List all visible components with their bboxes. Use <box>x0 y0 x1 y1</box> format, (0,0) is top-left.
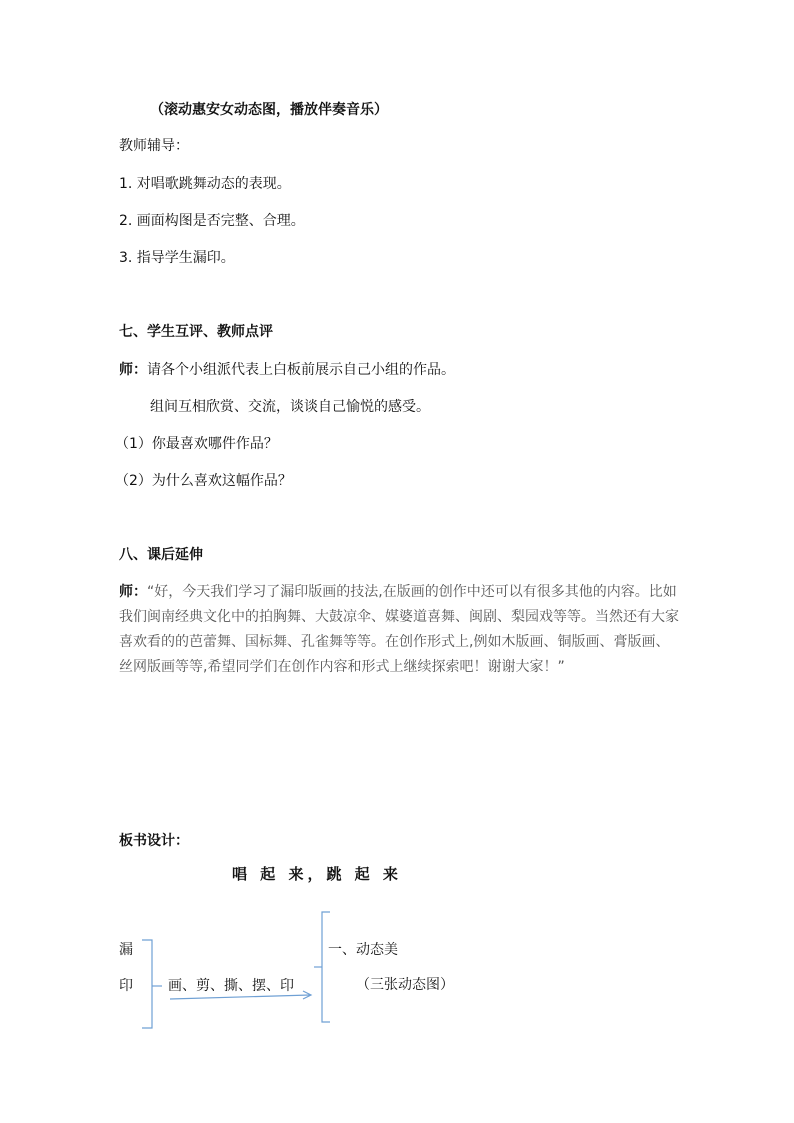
tutoring-item-2: 2. 画面构图是否完整、合理。 <box>119 213 305 229</box>
teacher-text: 请各个小组派代表上白板前展示自己小组的作品。 <box>147 362 455 378</box>
section-8-paragraph <box>119 580 679 680</box>
teacher-prefix: 师： <box>119 362 147 378</box>
board-title: 唱 起 来，跳 起 来 <box>232 865 402 883</box>
section-7-sub-text: 组间互相欣赏、交流，谈谈自己愉悦的感受。 <box>150 399 430 415</box>
tutoring-item-1: 1. 对唱歌跳舞动态的表现。 <box>119 176 291 192</box>
tutoring-item-3: 3. 指导学生漏印。 <box>119 250 235 266</box>
question-1: （1）你最喜欢哪件作品？ <box>115 436 278 452</box>
left-bracket <box>142 940 152 1028</box>
board-label: 板书设计： <box>119 833 189 849</box>
activity-note: （滚动惠安女动态图，播放伴奏音乐） <box>150 102 388 118</box>
board-right-heading: 一、动态美 <box>328 942 398 958</box>
right-bracket <box>322 912 330 1022</box>
section-7-teacher-line <box>119 360 455 380</box>
board-left-char-1: 漏 <box>119 942 133 958</box>
section-7-heading: 七、学生互评、教师点评 <box>119 324 273 340</box>
board-left-char-2: 印 <box>119 978 133 994</box>
board-process: 画、剪、撕、摆、印 <box>168 978 294 994</box>
section-8-quote: “好，今天我们学习了漏印版画的技法,在版画的创作中还可以有很多其他的内容。比如我们闽南经典文化中的拍胸舞、大鼓凉伞、媒婆道喜舞、闽剧、梨园戏等等。当然还有大家喜欢看的的芭蕾舞、国标舞、孔雀舞等等。在创作形式上,例如木版画、铜版画、膏版画、丝网版画等等,希望同学们在创作内容和形式上继续探索吧！谢谢大家！” <box>119 584 679 675</box>
section-8-heading: 八、课后延伸 <box>119 547 203 563</box>
tutoring-label: 教师辅导： <box>119 138 189 154</box>
board-right-note: （三张动态图） <box>356 977 454 993</box>
process-arrowhead <box>303 991 311 999</box>
question-2: （2）为什么喜欢这幅作品？ <box>115 473 292 489</box>
section-8-teacher-prefix: 师： <box>119 584 147 600</box>
